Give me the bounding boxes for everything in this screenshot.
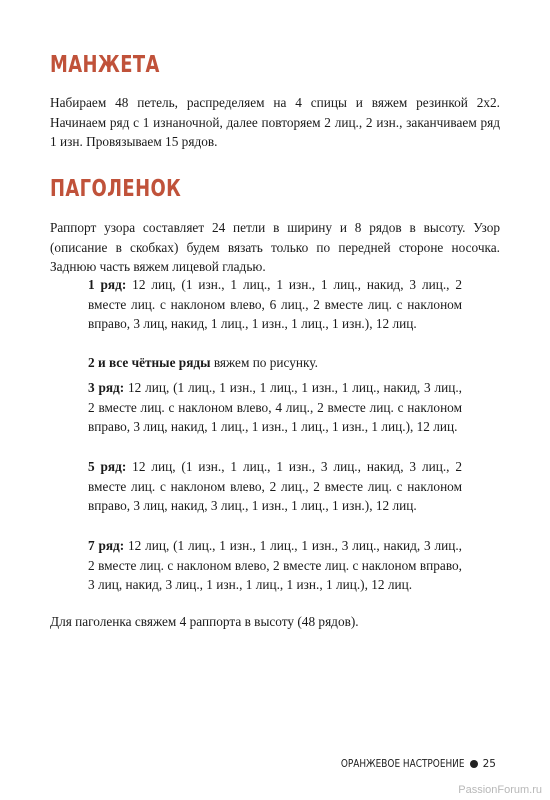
row-text: вяжем по рисунку. <box>210 355 318 370</box>
row-label: 7 ряд: <box>88 538 125 553</box>
page-footer <box>319 758 496 770</box>
row-instruction-7 <box>88 536 462 595</box>
section-title-cuff: МАНЖЕТА <box>50 52 160 78</box>
row-instruction-2 <box>88 353 462 373</box>
page-number: 25 <box>482 758 496 770</box>
row-label: 2 и все чётные ряды <box>88 355 211 370</box>
leg-intro-paragraph: Раппорт узора составляет 24 петли в ширину и 8 рядов в высоту. Узор (описание в скобках) будем вязать только по передней стороне носочка. Заднюю часть вяжем лицевой гладью. <box>50 220 500 275</box>
row-instruction-5 <box>88 457 462 516</box>
row-label: 3 ряд: <box>88 380 125 395</box>
section-title-leg: ПАГОЛЕНОК <box>50 176 182 202</box>
row-label: 5 ряд: <box>88 459 127 474</box>
bullet-icon <box>470 760 478 768</box>
watermark: PassionForum.ru <box>458 784 542 796</box>
row-instruction-3 <box>88 378 462 437</box>
cuff-paragraph: Набираем 48 петель, распределяем на 4 спицы и вяжем резинкой 2х2. Начинаем ряд с 1 изнаночной, далее повторяем 2 лиц., 2 изн., заканчиваем ряд 1 изн. Провязываем 15 рядов. <box>50 95 500 150</box>
row-text: 12 лиц, (1 изн., 1 лиц., 1 изн., 3 лиц., накид, 3 лиц., 2 вместе лиц. с наклоном влево, 2 лиц., 2 вместе лиц. с наклоном вправо, 3 лиц, накид, 3 лиц., 1 изн., 1 лиц., 1 изн.), 12 лиц. <box>88 459 462 514</box>
row-text: 12 лиц, (1 лиц., 1 изн., 1 лиц., 1 изн., 1 лиц., накид, 3 лиц., 2 вместе лиц. с наклоном влево, 4 лиц., 2 вместе лиц. с наклоном вправо, 3 лиц, накид, 1 лиц., 1 изн., 1 лиц., 1 изн., 1 лиц.), 12 лиц. <box>88 380 463 435</box>
row-label: 1 ряд: <box>88 277 127 292</box>
row-text: 12 лиц, (1 лиц., 1 изн., 1 лиц., 1 изн., 3 лиц., накид, 3 лиц., 2 вместе лиц. с наклоном влево, 2 вместе лиц. с наклоном вправо, 3 лиц, накид, 3 лиц., 1 изн., 1 лиц., 1 изн., 1 лиц.), 12 лиц. <box>88 538 463 593</box>
row-instruction-1 <box>88 275 462 334</box>
row-text: 12 лиц, (1 изн., 1 лиц., 1 изн., 1 лиц., накид, 3 лиц., 2 вместе лиц. с наклоном влево, 6 лиц., 2 вместе лиц. с наклоном вправо, 3 лиц, накид, 1 лиц., 1 изн., 1 лиц., 1 изн.), 12 лиц. <box>88 277 462 332</box>
footer-title: ОРАНЖЕВОЕ НАСТРОЕНИЕ <box>340 758 465 770</box>
leg-outro-paragraph: Для паголенка свяжем 4 раппорта в высоту (48 рядов). <box>50 614 359 629</box>
